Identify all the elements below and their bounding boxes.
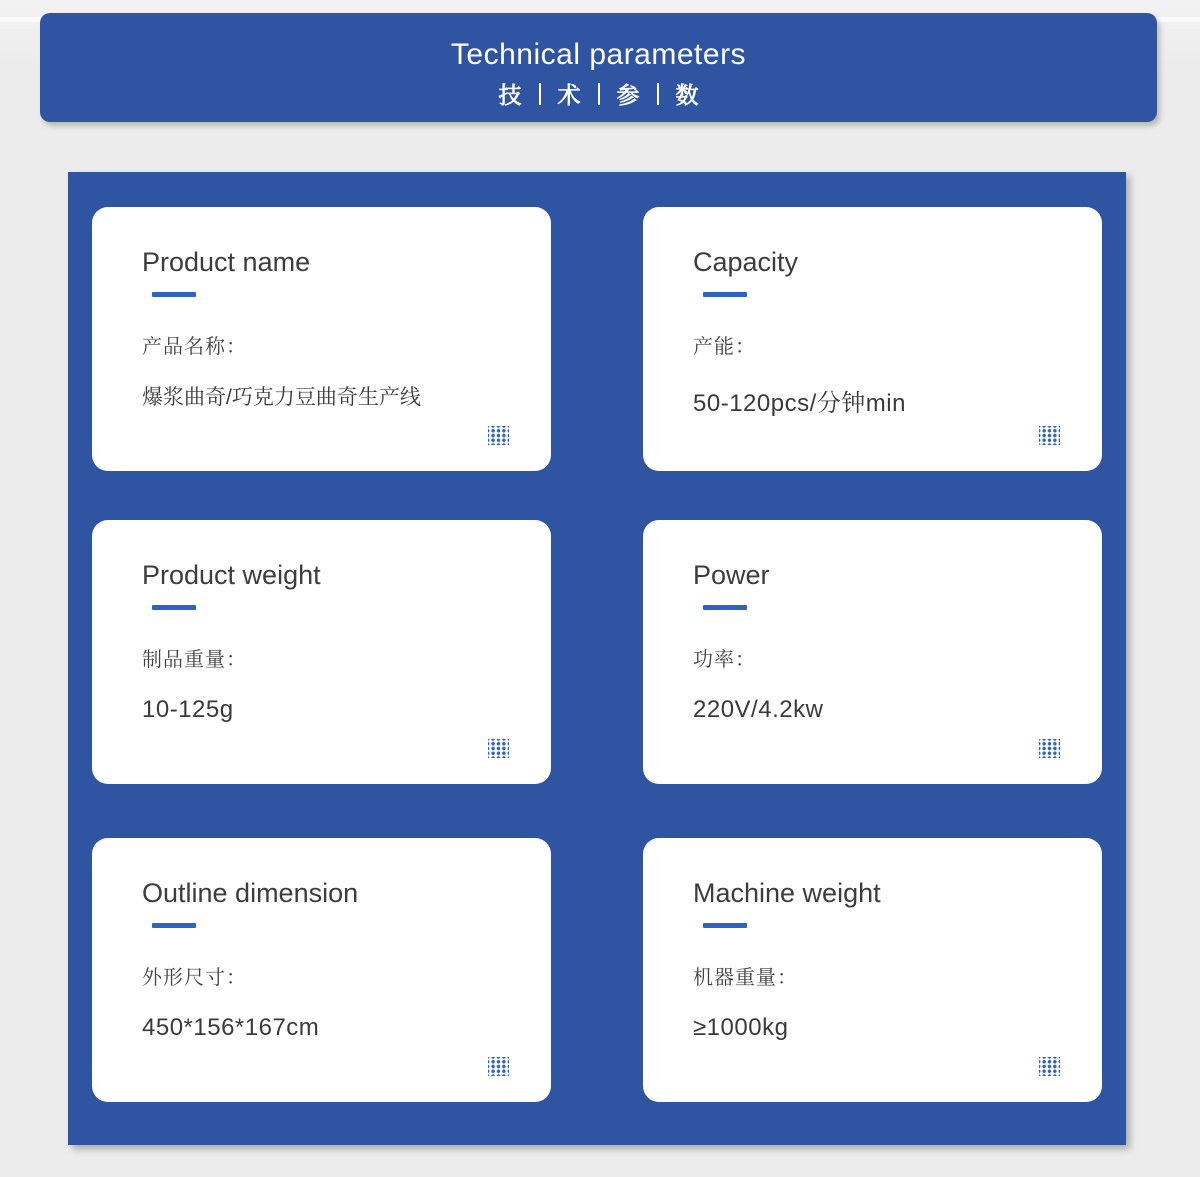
title-underline (152, 292, 196, 297)
subtitle-divider (657, 83, 659, 105)
card-title: Machine weight (693, 878, 881, 908)
card-title: Capacity (693, 247, 799, 277)
card-title: Product weight (142, 560, 321, 590)
card-value: ≥1000kg (693, 1014, 789, 1042)
card-value: 220V/4.2kw (693, 696, 824, 724)
card-value: 爆浆曲奇/巧克力豆曲奇生产线 (142, 386, 421, 410)
subtitle-divider (598, 83, 600, 105)
card-power (643, 520, 1102, 784)
subtitle-char: 技 (498, 82, 522, 108)
title-underline (152, 605, 196, 610)
card-title: Product name (142, 247, 311, 277)
title-underline (703, 292, 747, 297)
card-label-cn: 外形尺寸： (142, 967, 247, 990)
dot-grid-icon (488, 1057, 509, 1076)
subtitle-char: 参 (616, 82, 640, 108)
dot-grid-icon (488, 739, 509, 758)
card-product-weight (92, 520, 551, 784)
card-product-name (92, 207, 551, 471)
card-label-cn: 产能： (693, 336, 756, 359)
card-value: 50-120pcs/分钟min (693, 390, 906, 418)
title-underline (703, 605, 747, 610)
card-outline-dimension (92, 838, 551, 1102)
header-banner (40, 13, 1157, 122)
subtitle-char: 术 (557, 82, 581, 108)
page-subtitle (40, 77, 1157, 110)
title-underline (703, 923, 747, 928)
subtitle-char: 数 (675, 82, 699, 108)
card-machine-weight (643, 838, 1102, 1102)
parameters-panel (68, 172, 1126, 1145)
dot-grid-icon (1039, 739, 1060, 758)
card-title: Power (693, 560, 770, 590)
card-capacity (643, 207, 1102, 471)
dot-grid-icon (1039, 1057, 1060, 1076)
card-label-cn: 机器重量： (693, 967, 798, 990)
card-label-cn: 功率： (693, 649, 756, 672)
page-title: Technical parameters (450, 38, 747, 71)
title-underline (152, 923, 196, 928)
card-value: 450*156*167cm (142, 1014, 320, 1042)
subtitle-divider (539, 83, 541, 105)
dot-grid-icon (1039, 426, 1060, 445)
card-value: 10-125g (142, 696, 234, 724)
card-label-cn: 产品名称： (142, 336, 247, 359)
card-title: Outline dimension (142, 878, 359, 908)
dot-grid-icon (488, 426, 509, 445)
card-label-cn: 制品重量： (142, 649, 247, 672)
